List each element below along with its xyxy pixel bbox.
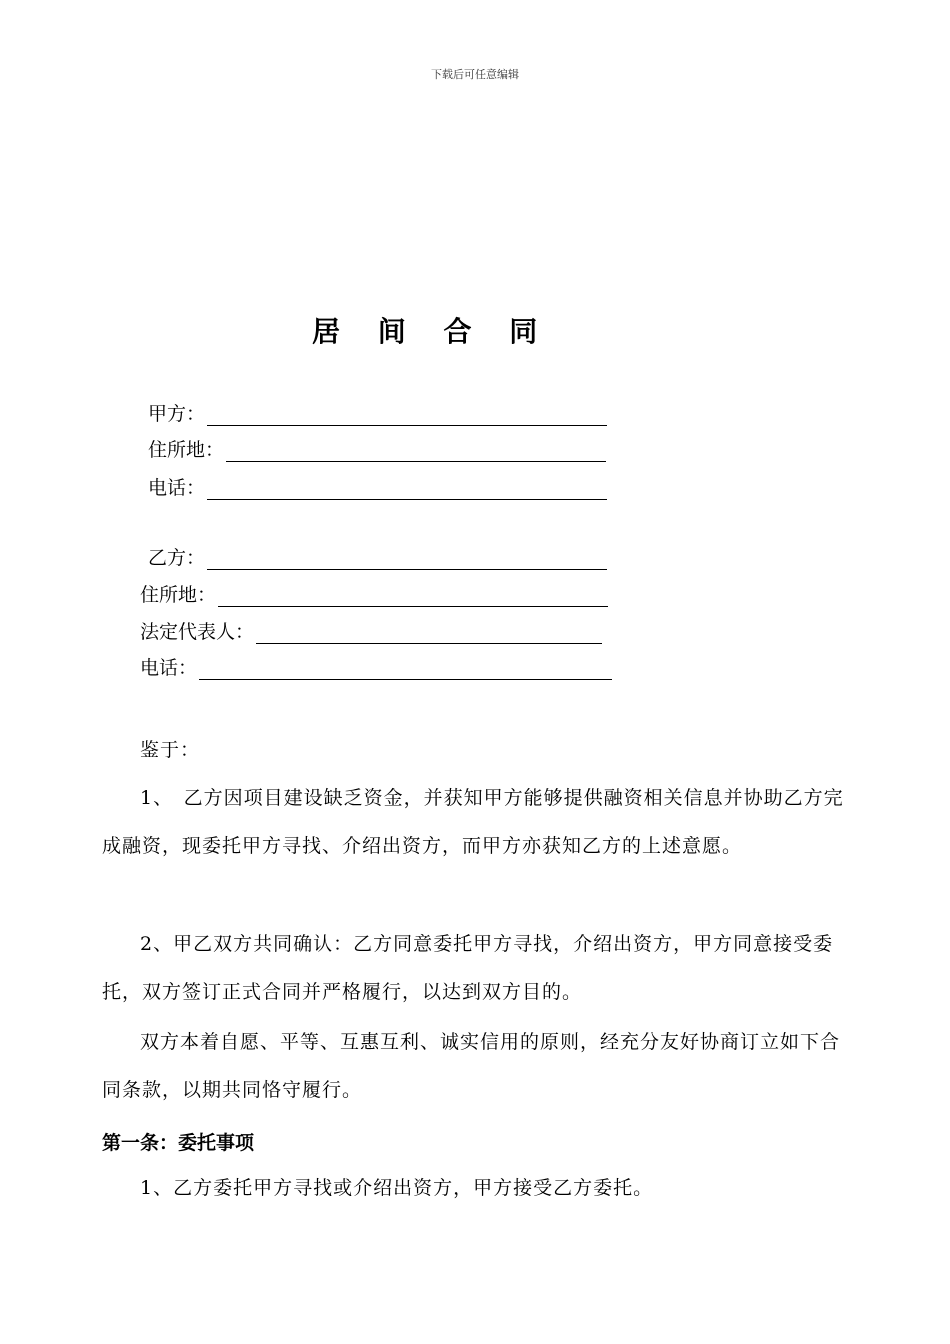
party-b-name-label: 乙方： — [148, 547, 206, 569]
party-b-address-blank — [218, 588, 608, 607]
whereas-label: 鉴于： — [140, 739, 201, 761]
party-b-name-field — [148, 546, 607, 570]
party-b-legal-rep-field — [140, 620, 602, 644]
party-a-name-field — [148, 402, 607, 426]
party-a-phone-label: 电话： — [148, 477, 206, 499]
party-b-phone-blank — [199, 661, 612, 680]
page-header: 下载后可任意编辑 — [431, 68, 519, 81]
article-1-item-1: 1、乙方委托甲方寻找或介绍出资方，甲方接受乙方委托。 — [140, 1177, 654, 1199]
party-b-legal-rep-blank — [256, 625, 602, 644]
party-a-phone-field — [148, 476, 607, 500]
party-a-name-blank — [207, 407, 607, 426]
whereas-item-1: 1、 乙方因项目建设缺乏资金，并获知甲方能够提供融资相关信息并协助乙方完成融资，现委托甲方寻找、介绍出资方，而甲方亦获知乙方的上述意愿。 — [102, 787, 844, 857]
party-a-phone-blank — [207, 481, 607, 500]
whereas-item-2: 2、甲乙双方共同确认：乙方同意委托甲方寻找，介绍出资方，甲方同意接受委托，双方签订正式合同并严格履行，以达到双方目的。 — [102, 933, 834, 1003]
party-a-address-label: 住所地： — [148, 439, 225, 461]
party-a-address-field — [148, 438, 606, 462]
article-1-heading: 第一条：委托事项 — [102, 1132, 255, 1154]
party-a-name-label: 甲方： — [148, 403, 206, 425]
party-b-name-blank — [207, 551, 607, 570]
principle-paragraph: 双方本着自愿、平等、互惠互利、诚实信用的原则，经充分友好协商订立如下合同条款，以期共同恪守履行。 — [102, 1031, 841, 1101]
party-a-address-blank — [226, 443, 606, 462]
document-title: 居 间 合 同 — [312, 315, 552, 348]
party-b-legal-rep-label: 法定代表人： — [140, 621, 255, 643]
party-b-phone-label: 电话： — [140, 657, 198, 679]
party-b-address-field — [140, 583, 608, 607]
party-b-phone-field — [140, 656, 612, 680]
party-b-address-label: 住所地： — [140, 584, 217, 606]
